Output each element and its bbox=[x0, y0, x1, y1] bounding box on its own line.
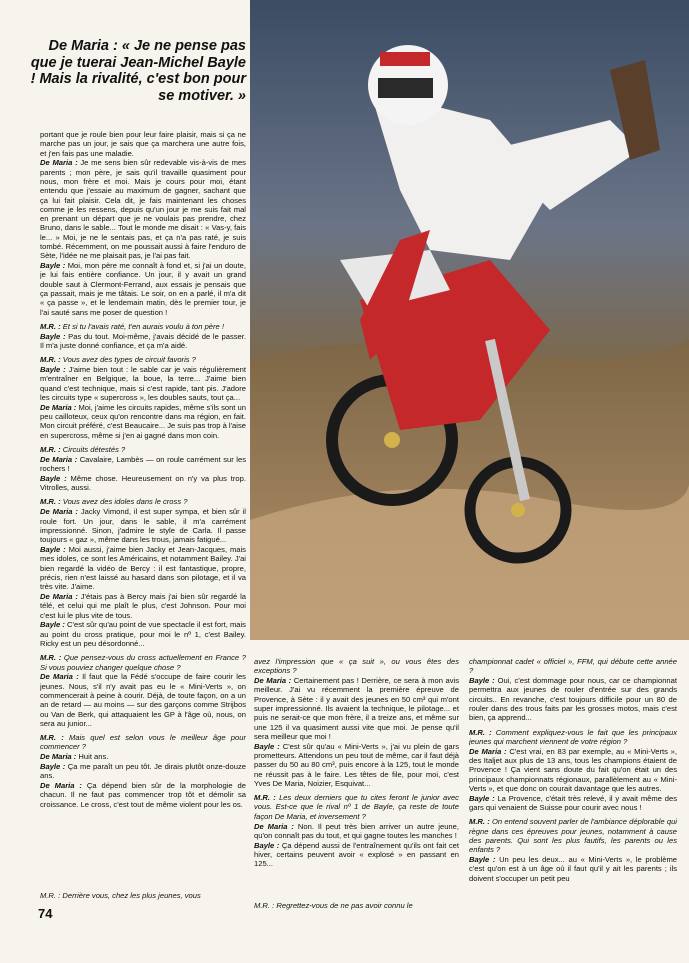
speaker-name: De Maria : bbox=[40, 507, 78, 517]
speaker-name: Bayle : bbox=[40, 473, 67, 483]
article-column-1 bbox=[40, 130, 246, 910]
headline: De Maria : « Je ne pense pas que je tuerai Jean-Michel Bayle ! Mais la rivalité, c'est bon pour se motiver. » bbox=[30, 38, 246, 104]
speaker-name: De Maria : bbox=[40, 752, 77, 762]
paragraph-text: Même chose. Heureusement on n'y va plus trop. Vitrolles, aussi. bbox=[40, 473, 246, 493]
paragraph-text: On entend souvent parler de l'ambiance déplorable qui règne dans ces épreuves pour jeunes, notamment à cause des parents. Qui sont les plus fautifs, les parents ou les enfants ? bbox=[469, 817, 677, 855]
paragraph bbox=[469, 855, 677, 883]
speaker-name: Bayle : bbox=[469, 676, 495, 686]
speaker-name: De Maria : bbox=[40, 454, 78, 464]
paragraph-text: Huit ans. bbox=[78, 752, 109, 762]
speaker-name: M.R. : bbox=[40, 733, 64, 743]
paragraph bbox=[40, 445, 246, 454]
paragraph bbox=[469, 657, 677, 676]
paragraph bbox=[40, 497, 246, 506]
speaker-name: M.R. : bbox=[254, 793, 276, 803]
paragraph bbox=[254, 822, 459, 841]
paragraph-text: Il faut que la Fédé s'occupe de faire courir les jeunes. Nous, s'il n'y avait pas eu le « Mini-Verts », on commencerait à peine à courir. Déjà, de toute façon, on a un an de retard — au moins — sur des garçons comme Strijbos ou Van de Berk, qui attaquaient les GP à l'âge où, nous, on sera au junior... bbox=[40, 672, 246, 728]
paragraph-text: portant que je roule bien pour leur faire plaisir, mais si ça ne marche pas un jour, je sais que ça marchera une autre fois, et j'en fais pas une maladie. bbox=[40, 130, 246, 158]
paragraph-text: avez l'impression que « ça suit », ou vous êtes des exceptions ? bbox=[254, 657, 459, 676]
speaker-name: De Maria : bbox=[40, 781, 82, 791]
speaker-name: Bayle : bbox=[40, 365, 66, 375]
paragraph bbox=[469, 747, 677, 793]
paragraph-text: Vous avez des types de circuit favoris ? bbox=[62, 355, 196, 365]
paragraph bbox=[40, 455, 246, 474]
speaker-name: M.R. : bbox=[40, 321, 61, 331]
paragraph-text: J'étais pas à Bercy mais j'ai bien sûr regardé la télé, et celui qui me plaît le plus, c'est Johnson. Pour moi c'est lui le plus vite de tous. bbox=[40, 591, 246, 620]
paragraph bbox=[469, 728, 677, 747]
paragraph bbox=[469, 676, 677, 722]
speaker-name: Bayle : bbox=[40, 331, 66, 341]
paragraph-text: Circuits détestés ? bbox=[62, 445, 126, 454]
paragraph bbox=[254, 793, 459, 821]
column-2-last-line: M.R. : Regrettez-vous de ne pas avoir connu le bbox=[254, 901, 413, 910]
speaker-name: M.R. : bbox=[469, 727, 492, 737]
column-1-last-line: M.R. : Derrière vous, chez les plus jeunes, vous bbox=[40, 891, 201, 900]
paragraph bbox=[40, 507, 246, 544]
paragraph bbox=[40, 653, 246, 672]
paragraph bbox=[469, 794, 677, 813]
speaker-name: Bayle : bbox=[469, 793, 495, 803]
paragraph-text: Comment expliquez-vous le fait que les principaux jeunes qui marchent viennent de votre région ? bbox=[469, 727, 677, 746]
speaker-name: M.R. : bbox=[469, 817, 490, 827]
paragraph bbox=[40, 355, 246, 364]
speaker-name: Bayle : bbox=[469, 854, 496, 864]
speaker-name: De Maria : bbox=[40, 591, 78, 601]
paragraph bbox=[40, 474, 246, 493]
paragraph bbox=[40, 158, 246, 260]
paragraph-text: Moi, mon père me connaît à fond et, si j'ai un doute, je lui fais entière confiance. Un jour, il y avait un grand double saut à Clermont-Ferrand, aux essais je pensais que ça passait, mais je me tâtais. Le soir, on en a parlé, il m'a dit « ça passe », et le lendemain matin, dès le premier tour, je l'ai sauté sans me poser de question ! bbox=[40, 261, 246, 317]
paragraph-text: Non. Il peut très bien arriver un autre jeune, qu'on connaît pas du tout, et qui gagne toutes les manches ! bbox=[254, 821, 459, 840]
paragraph bbox=[40, 545, 246, 591]
speaker-name: De Maria : bbox=[254, 676, 292, 686]
paragraph-text: J'aime bien tout : le sable car je vais régulièrement m'entraîner en Belgique, la boue, la terre... J'aime bien quand c'est technique, mais si c'est rapide, tant pis. J'adore les circuits type « supercross », les doubles sauts, tout ça... bbox=[40, 365, 246, 403]
paragraph bbox=[40, 672, 246, 728]
speaker-name: Bayle : bbox=[40, 261, 66, 271]
paragraph-text: Pas du tout. Moi-même, j'avais décidé de le passer. Il m'a juste donné confiance, et ça m'a aidé. bbox=[40, 331, 246, 351]
paragraph-text: Jacky Vimond, il est super sympa, et bien sûr il roule fort. Un jour, dans le sable, il m'a carrément impressionné. Sinon, j'admire le style de Carla. Il passe toujours « gaz », même dans les trous, jamais fatigué... bbox=[40, 507, 246, 545]
paragraph bbox=[40, 365, 246, 402]
paragraph-text: Moi, j'aime les circuits rapides, même s'ils sont un peu cailloteux, ceux qu'on rencontre dans ma région, en fait. Mon circuit préféré, c'est Beaucaire... Je suis pas trop à l'aise en supercross, même si j'en ai gagné dans mon coin. bbox=[40, 402, 246, 440]
speaker-name: De Maria : bbox=[254, 821, 294, 831]
paragraph-text: Ça me paraît un peu tôt. Je dirais plutôt onze-douze ans. bbox=[40, 762, 246, 781]
paragraph bbox=[40, 261, 246, 317]
speaker-name: M.R. : bbox=[40, 497, 61, 507]
speaker-name: M.R. : bbox=[40, 653, 62, 663]
page-number: 74 bbox=[38, 906, 53, 921]
speaker-name: De Maria : bbox=[40, 158, 78, 168]
speaker-name: De Maria : bbox=[40, 402, 77, 412]
paragraph bbox=[40, 592, 246, 620]
paragraph-text: Certainement pas ! Derrière, ce sera à mon avis meilleur. J'ai vu récemment la première épreuve de Provence, à Sète : il y avait des jeunes en 50 cm³ qui m'ont super impressionné. Ils avaient la technique, le pilotage... et puis ne serait-ce que mon frère, il a treize ans, et même sur une 125 il va quasiment aussi vite que moi. Je pense qu'il sera meilleur que moi ! bbox=[254, 676, 459, 741]
paragraph bbox=[40, 733, 246, 752]
paragraph-text: Je me sens bien sûr redevable vis-à-vis de mes parents ; mon père, je sais qu'il travaille quasiment pour nous, mon frère et moi. Mais je cours pour moi, étant entendu que j'essaie au maximum de gagner, sachant que ça lui fait plaisir. Cela dit, je fais maintenant les choses comme je les ressens, depuis qu'un jour je me suis fait mal en prenant un départ que je ne voulais pas prendre, chez Bruno, dans le sable... Tout le monde me disait : « Vas-y, fais le... » Moi, je ne le sentais pas, et ça n'a pas raté, je suis tombé. Récemment, on me poussait aussi à faire l'enduro de Sète, l'idée ne me plaisait pas, je l'ai pas fait. bbox=[40, 158, 246, 261]
paragraph bbox=[40, 332, 246, 351]
paragraph bbox=[40, 130, 246, 158]
paragraph-text: Ça dépend aussi de l'entraînement qu'ils ont fait cet hiver, certains peuvent avoir « explosé » en passant en 125... bbox=[254, 840, 459, 869]
speaker-name: M.R. : bbox=[40, 445, 61, 454]
paragraph-text: Que pensez-vous du cross actuellement en France ? Si vous pouviez changer quelque chose ? bbox=[40, 653, 246, 672]
paragraph-text: C'est sûr qu'au « Mini-Verts », j'ai vu plein de gars prometteurs. Attendons un peu tout de même, car il faut déjà passer du 50 au 80 cm³, puis encore à la 125, tout le monde ne réussit pas à le faire. Les têtes de file, pour moi, c'est Yves De Maria, Noizier, Esquivat... bbox=[254, 741, 459, 788]
paragraph-text: Cavalaire, Lambès — on roule carrément sur les rochers ! bbox=[40, 454, 246, 474]
motocross-rider-photo bbox=[250, 0, 689, 640]
paragraph bbox=[469, 817, 677, 854]
paragraph-text: Vous avez des idoles dans le cross ? bbox=[62, 497, 188, 507]
speaker-name: De Maria : bbox=[469, 746, 507, 756]
paragraph-text: Ça dépend bien sûr de la morphologie de chacun. Il ne faut pas commencer trop tôt et démolir sa croissance. Le cross, c'est tout de même violent pour les os. bbox=[40, 781, 246, 809]
paragraph-text: C'est sûr qu'au point de vue spectacle il est fort, mais au point du cross pratique, pour moi le nº 1, c'est Bailey. Ricky est un peu désordonné... bbox=[40, 620, 246, 648]
speaker-name: Bayle : bbox=[40, 762, 66, 771]
speaker-name: Bayle : bbox=[254, 840, 280, 850]
article-column-2 bbox=[254, 652, 459, 902]
paragraph bbox=[40, 781, 246, 809]
speaker-name: Bayle : bbox=[40, 544, 66, 554]
paragraph-text: Et si tu l'avais raté, t'en aurais voulu à ton père ! bbox=[62, 321, 224, 331]
paragraph bbox=[40, 322, 246, 331]
paragraph bbox=[40, 762, 246, 781]
paragraph bbox=[40, 620, 246, 648]
paragraph bbox=[40, 752, 246, 761]
paragraph-text: Moi aussi, j'aime bien Jacky et Jean-Jacques, mais mes idoles, ce sont les Américains, et notamment Bailey. J'ai bien regardé la vidéo de Bercy : il est fantastique, propre, précis, rien n'est laissé au hasard dans son pilotage, et il va très vite. J'aime. bbox=[40, 544, 246, 592]
speaker-name: Bayle : bbox=[40, 620, 65, 630]
paragraph bbox=[254, 841, 459, 869]
paragraph bbox=[254, 742, 459, 788]
article-column-3 bbox=[469, 652, 677, 952]
speaker-name: Bayle : bbox=[254, 741, 280, 751]
paragraph bbox=[40, 403, 246, 440]
paragraph-text: Mais quel est selon vous le meilleur âge pour commencer ? bbox=[40, 733, 246, 752]
paragraph-text: championnat cadet « officiel », FFM, qui débute cette année ? bbox=[469, 657, 677, 676]
paragraph-text: Oui, c'est dommage pour nous, car ce championnat permettra aux jeunes de rouler d'entrée sur des grands circuits.. En revanche, c'est toujours difficile pour un 80 de rouler dans des trous faits par les grosses motos, mais c'est bien, ça apprend... bbox=[469, 676, 677, 723]
speaker-name: M.R. : bbox=[40, 355, 61, 365]
paragraph-text: C'est vrai, en 83 par exemple, au « Mini-Verts », des Italjet aux plus de 13 ans, tous les champions étaient de Provence ! Ça vient sans doute du fait qu'on était un des principaux championnats régionaux, parallèlement au « Mini-Verts », et que donc on courait davantage que les autres. bbox=[469, 746, 677, 793]
paragraph bbox=[254, 657, 459, 676]
paragraph-text: Les deux derniers que tu cites feront le junior avec vous. Est-ce que le rival nº 1 de Bayle, ça reste de toute façon De Maria, et inversement ? bbox=[254, 793, 459, 821]
paragraph bbox=[254, 676, 459, 741]
paragraph-text: Un peu les deux... au « Mini-Verts », le problème c'est qu'on est à un âge où il faut qu'il y ait les parents ; ils doivent s'occuper un petit peu bbox=[469, 854, 677, 883]
speaker-name: De Maria : bbox=[40, 672, 79, 682]
paragraph-text: La Provence, c'était très relevé, il y avait même des gars qui venaient de Suisse pour courir avec nous ! bbox=[469, 793, 677, 812]
